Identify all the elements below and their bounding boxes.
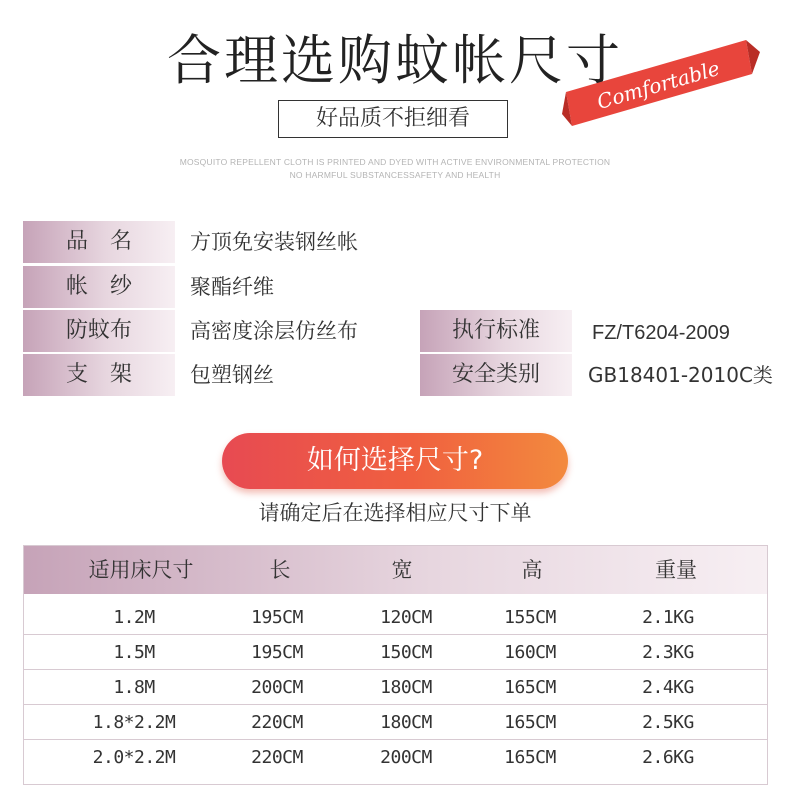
fine-print-line-1: MOSQUITO REPELLENT CLOTH IS PRINTED AND DYED WITH ACTIVE ENVIRONMENTAL PROTECTION (179, 157, 611, 167)
size-table (23, 545, 768, 785)
cell-bed-size: 1.5M (113, 642, 155, 663)
cell-length: 195CM (251, 607, 303, 628)
spec-value-safety: GB18401-2010C类 (588, 363, 773, 387)
comfortable-ribbon (560, 34, 760, 130)
cell-height: 165CM (504, 747, 556, 768)
how-to-choose-size-button[interactable]: 如何选择尺寸? (222, 433, 568, 489)
cell-weight: 2.6KG (642, 747, 694, 768)
cell-length: 220CM (251, 747, 303, 768)
cell-bed-size: 1.8*2.2M (92, 712, 176, 733)
spec-label-frame: 支 架 (23, 354, 175, 396)
cell-weight: 2.1KG (642, 607, 694, 628)
cell-height: 165CM (504, 677, 556, 698)
cell-bed-size: 2.0*2.2M (92, 747, 176, 768)
table-row (24, 600, 767, 635)
spec-label-name: 品 名 (23, 221, 175, 263)
fine-print-line-2: NO HARMFUL SUBSTANCESSAFETY AND HEALTH (289, 170, 501, 180)
cell-length: 220CM (251, 712, 303, 733)
header-bed-size: 适用床尺寸 (88, 558, 194, 582)
size-instruction: 请确定后在选择相应尺寸下单 (258, 501, 532, 525)
table-header (24, 546, 767, 594)
cell-weight: 2.4KG (642, 677, 694, 698)
spec-value-frame: 包塑钢丝 (190, 363, 274, 387)
cell-width: 150CM (380, 642, 432, 663)
spec-label-cloth: 防蚊布 (23, 310, 175, 352)
page-title: 合理选购蚊帐尺寸 (167, 29, 623, 92)
cell-width: 180CM (380, 677, 432, 698)
spec-label-safety: 安全类别 (420, 354, 572, 396)
header-width: 宽 (391, 558, 413, 582)
spec-value-name: 方顶免安装钢丝帐 (190, 230, 358, 254)
cell-height: 155CM (504, 607, 556, 628)
ribbon-text: Comfortable (594, 56, 723, 114)
cell-length: 195CM (251, 642, 303, 663)
header-height: 高 (521, 558, 543, 582)
spec-value-yarn: 聚酯纤维 (190, 275, 274, 299)
cell-weight: 2.5KG (642, 712, 694, 733)
table-row (24, 670, 767, 705)
cell-weight: 2.3KG (642, 642, 694, 663)
table-row (24, 705, 767, 740)
subtitle-box: 好品质不拒细看 (278, 100, 508, 138)
spec-label-standard: 执行标准 (420, 310, 572, 352)
table-row (24, 740, 767, 775)
cell-width: 120CM (380, 607, 432, 628)
table-row (24, 635, 767, 670)
cell-length: 200CM (251, 677, 303, 698)
cell-width: 200CM (380, 747, 432, 768)
spec-label-yarn: 帐 纱 (23, 266, 175, 308)
spec-value-cloth: 高密度涂层仿丝布 (190, 319, 358, 343)
header-length: 长 (269, 558, 291, 582)
spec-value-standard: FZ/T6204-2009 (592, 322, 730, 344)
header-weight: 重量 (655, 558, 697, 582)
cell-height: 160CM (504, 642, 556, 663)
cell-bed-size: 1.2M (113, 607, 155, 628)
cell-bed-size: 1.8M (113, 677, 155, 698)
cell-height: 165CM (504, 712, 556, 733)
cell-width: 180CM (380, 712, 432, 733)
